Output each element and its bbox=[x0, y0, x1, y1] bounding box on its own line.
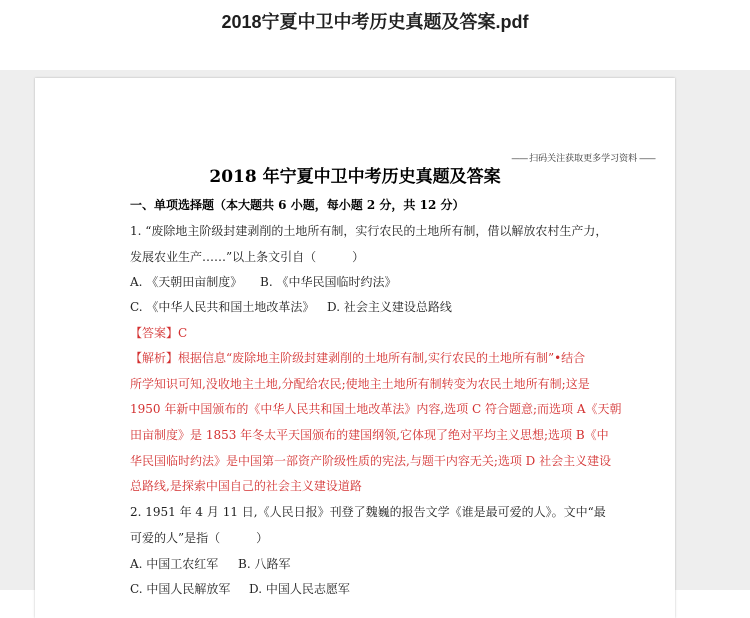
question-1-answer: 【答案】C bbox=[130, 326, 188, 340]
file-title: 2018宁夏中卫中考历史真题及答案.pdf bbox=[221, 12, 529, 32]
question-1-analysis-line: 【解析】根据信息“废除地主阶级封建剥削的土地所有制,实行农民的土地所有制”•结合 bbox=[130, 351, 586, 365]
question-2-option-c: C. 中国人民解放军 bbox=[130, 582, 231, 596]
question-2-stem-line-2: 可爱的人”是指（ ） bbox=[130, 531, 269, 545]
question-1-option-c: C. 《中华人民共和国土地改革法》 bbox=[130, 300, 315, 314]
question-2-stem-line-1: 2. 1951 年 4 月 11 日,《人民日报》刊登了魏巍的报告文学《谁是最可爱的人》。文中“最 bbox=[130, 505, 606, 519]
header-note: —— 扫码关注获取更多学习资料 —— bbox=[511, 154, 655, 164]
question-1-analysis-line: 总路线,是探索中国自己的社会主义建设道路 bbox=[130, 479, 362, 493]
header-note-text: 扫码关注获取更多学习资料 bbox=[529, 154, 638, 164]
section-heading: 一、单项选择题（本大题共 6 小题，每小题 2 分，共 12 分） bbox=[130, 198, 465, 212]
pdf-page bbox=[35, 78, 675, 618]
question-1-analysis-line: 1950 年新中国颁布的《中华人民共和国土地改革法》内容,选项 C 符合题意;而选项 A《天朝 bbox=[130, 402, 622, 416]
question-2-option-a: A. 中国工农红军 bbox=[130, 557, 219, 571]
question-2-option-b: B. 八路军 bbox=[238, 557, 291, 571]
viewer-toolbar bbox=[0, 0, 750, 70]
question-1-option-a: A. 《天朝田亩制度》 bbox=[130, 275, 243, 289]
question-1-stem-line-2: 发展农业生产……”以上条文引自（ ） bbox=[130, 250, 365, 264]
question-1-analysis-line: 田亩制度》是 1853 年冬太平天国颁布的建国纲领,它体现了绝对平均主义思想;选项 B《中 bbox=[130, 428, 609, 442]
question-1-option-b: B. 《中华民国临时约法》 bbox=[260, 275, 397, 289]
question-1-analysis-line: 所学知识可知,没收地主土地,分配给农民;使地主土地所有制转变为农民土地所有制;这是 bbox=[130, 377, 590, 391]
question-1-analysis-line: 华民国临时约法》是中国第一部资产阶级性质的宪法,与题干内容无关;选项 D 社会主义建设 bbox=[130, 454, 612, 468]
question-1-stem-line-1: 1. “废除地主阶级封建剥削的土地所有制，实行农民的土地所有制，借以解放农村生产力， bbox=[130, 224, 608, 238]
document-title: 2018 年宁夏中卫中考历史真题及答案 bbox=[209, 167, 501, 187]
question-2-option-d: D. 中国人民志愿军 bbox=[249, 582, 350, 596]
question-1-option-d: D. 社会主义建设总路线 bbox=[327, 300, 452, 314]
